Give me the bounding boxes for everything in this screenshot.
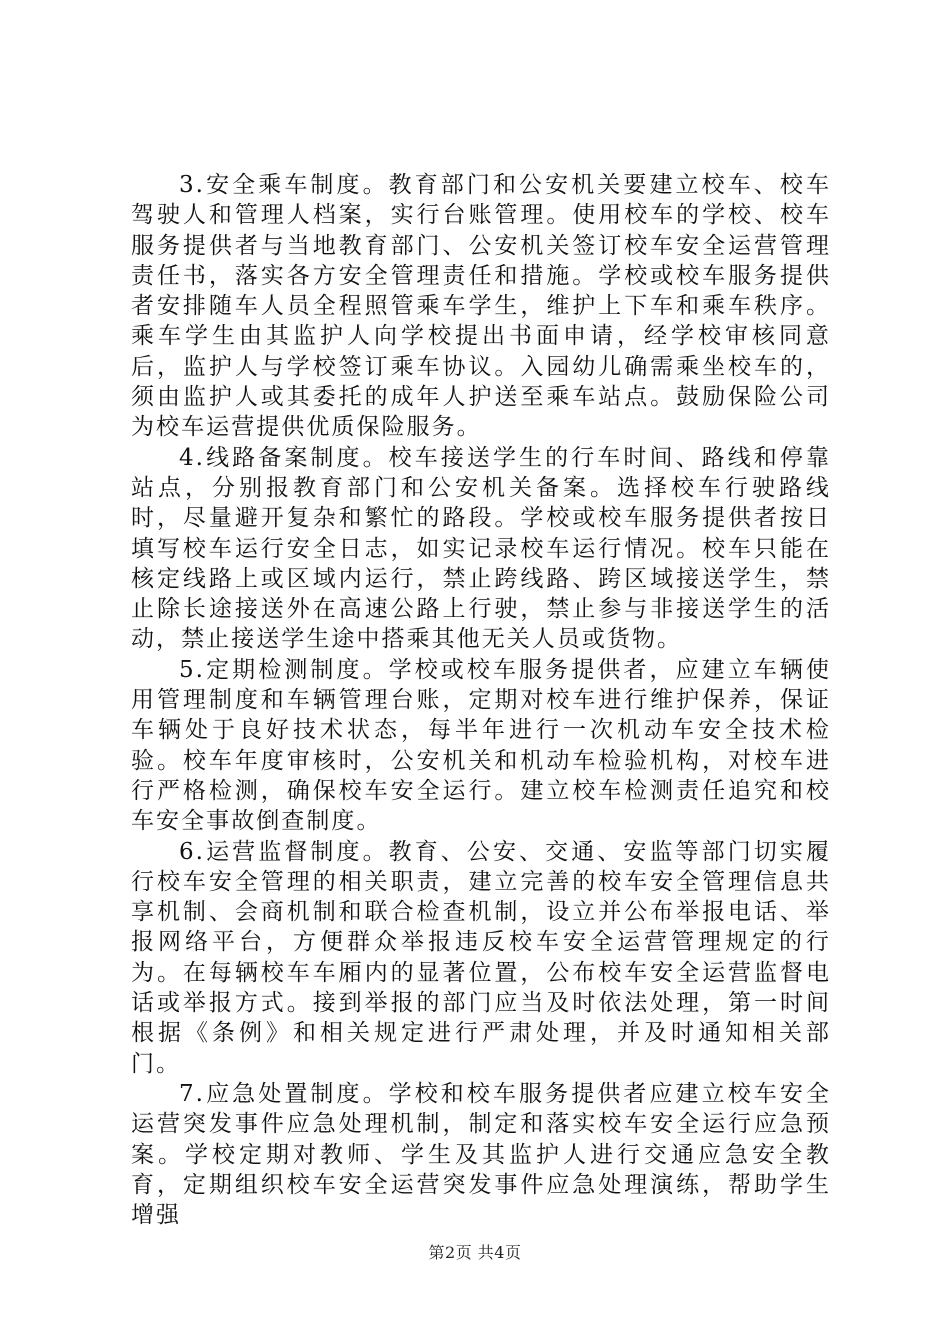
paragraph-route-filing: 4.线路备案制度。校车接送学生的行车时间、路线和停靠站点，分别报教育部门和公安机关备案。选择校车行驶路线时，尽量避开复杂和繁忙的路段。学校或校车服务提供者按日填写校车运行安全日志，如实记录校车运行情况。校车只能在核定线路上或区域内运行，禁止跨线路、跨区域接送学生，禁止除长途接送外在高速公路上行驶，禁止参与非接送学生的活动，禁止接送学生途中搭乘其他无关人员或货物。 (131, 444, 831, 653)
paragraph-emergency-response: 7.应急处置制度。学校和校车服务提供者应建立校车安全运营突发事件应急处理机制，制定和落实校车安全运行应急预案。学校定期对教师、学生及其监护人进行交通应急安全教育，定期组织校车安全运营突发事件应急处理演练，帮助学生增强 (131, 1080, 831, 1229)
page-number-footer: 第2页 共4页 (428, 1243, 522, 1262)
paragraph-safe-riding: 3.安全乘车制度。教育部门和公安机关要建立校车、校车驾驶人和管理人档案，实行台账管理。使用校车的学校、校车服务提供者与当地教育部门、公安机关签订校车安全运营管理责任书，落实各方安全管理责任和措施。学校或校车服务提供者安排随车人员全程照管乘车学生，维护上下车和乘车秩序。乘车学生由其监护人向学校提出书面申请，经学校审核同意后，监护人与学校签订乘车协议。入园幼儿确需乘坐校车的，须由监护人或其委托的成年人护送至乘车站点。鼓励保险公司为校车运营提供优质保险服务。 (131, 172, 831, 441)
paragraph-operation-supervision: 6.运营监督制度。教育、公安、交通、安监等部门切实履行校车安全管理的相关职责，建立完善的校车安全管理信息共享机制、会商机制和联合检查机制，设立并公布举报电话、举报网络平台，方便群众举报违反校车安全运营管理规定的行为。在每辆校车车厢内的显著位置，公布校车安全运营监督电话或举报方式。接到举报的部门应当及时依法处理，第一时间根据《条例》和相关规定进行严肃处理，并及时通知相关部门。 (131, 838, 831, 1077)
document-body (131, 170, 831, 1230)
paragraph-periodic-inspection: 5.定期检测制度。学校或校车服务提供者，应建立车辆使用管理制度和车辆管理台账，定期对校车进行维护保养，保证车辆处于良好技术状态，每半年进行一次机动车安全技术检验。校车年度审核时，公安机关和机动车检验机构，对校车进行严格检测，确保校车安全运行。建立校车检测责任追究和校车安全事故倒查制度。 (131, 656, 831, 835)
